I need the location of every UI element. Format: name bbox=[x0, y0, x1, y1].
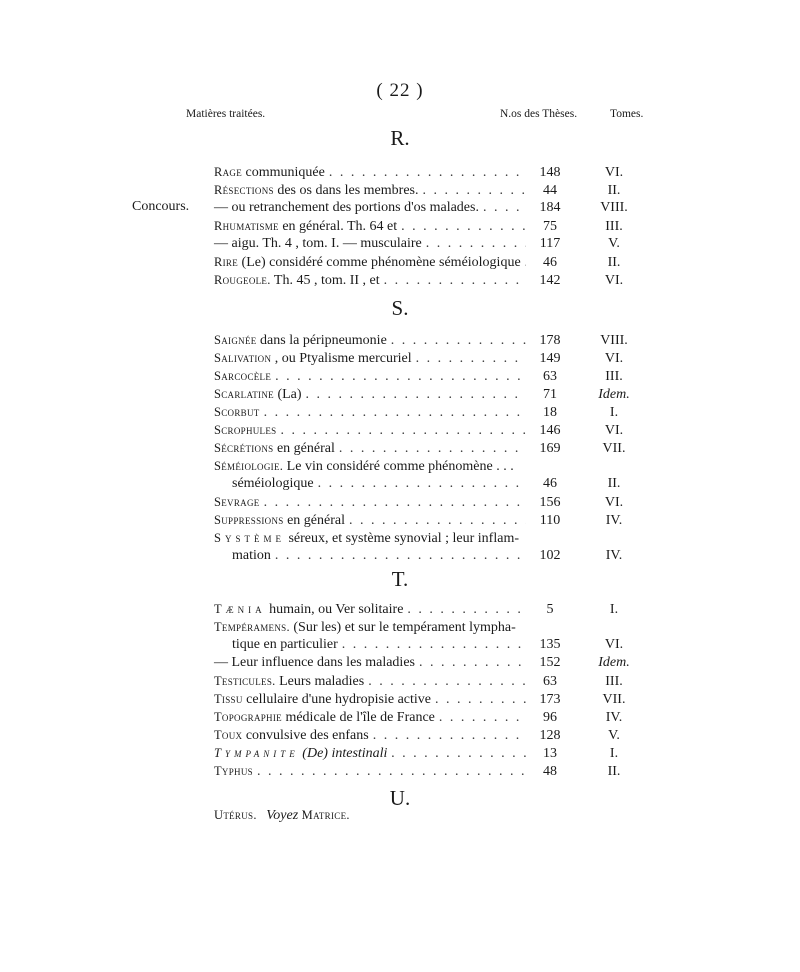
entry-head: Rhumatisme bbox=[214, 219, 279, 233]
thesis-number: 117 bbox=[539, 236, 561, 251]
thesis-number: 96 bbox=[543, 710, 557, 725]
entry-text: (La) bbox=[273, 387, 302, 402]
page-number: ( 22 ) bbox=[376, 80, 424, 101]
tome-number: II. bbox=[607, 764, 621, 779]
leader-dots bbox=[280, 422, 526, 440]
entry-head: Scrophules bbox=[214, 423, 277, 437]
leader-dots bbox=[423, 182, 527, 200]
leader-dots bbox=[435, 691, 526, 709]
entry-head: Scorbut bbox=[214, 405, 260, 419]
column-header-theses: N.os des Thèses. bbox=[500, 108, 578, 120]
entry-text: en général. Th. 64 et bbox=[278, 219, 398, 234]
thesis-number: 178 bbox=[539, 333, 561, 348]
entry-continuation: tique en particulier bbox=[232, 637, 338, 652]
index-entry-rhumatisme bbox=[214, 217, 658, 235]
leader-dots bbox=[329, 164, 526, 182]
tome-number: Idem. bbox=[598, 387, 630, 402]
tome-number: VIII. bbox=[600, 200, 628, 215]
tome-number: VI. bbox=[604, 495, 624, 510]
thesis-number: 18 bbox=[543, 405, 557, 420]
entry-continuation: séméiologique bbox=[232, 476, 314, 491]
leader-dots bbox=[342, 636, 526, 654]
index-entry-sarcocele bbox=[214, 367, 658, 385]
tome-number: I. bbox=[609, 602, 619, 617]
thesis-number: 71 bbox=[543, 387, 557, 402]
tome-number: VI. bbox=[604, 351, 624, 366]
leader-dots bbox=[257, 763, 526, 781]
entry-head: Topographie bbox=[214, 710, 282, 724]
entry-text: convulsive des enfans bbox=[242, 728, 369, 743]
entry-head: Sevrage bbox=[214, 495, 260, 509]
tome-number: VI. bbox=[604, 637, 624, 652]
entry-text: des os dans les membres. bbox=[273, 183, 419, 198]
entry-text: en général bbox=[273, 441, 335, 456]
index-entry-scrophules bbox=[214, 421, 658, 439]
thesis-number: 46 bbox=[543, 255, 557, 270]
tome-number: IV. bbox=[605, 513, 623, 528]
entry-text: Leurs maladies bbox=[275, 674, 365, 689]
entry-text: , ou Ptyalisme mercuriel bbox=[271, 351, 412, 366]
thesis-number: 149 bbox=[539, 351, 561, 366]
index-entry-suppressions bbox=[214, 511, 658, 529]
entry-head: Salivation bbox=[214, 351, 272, 365]
entry-text: humain, ou Ver solitaire bbox=[265, 602, 404, 617]
leader-dots bbox=[439, 709, 526, 727]
entry-head: Tempéramens. bbox=[214, 620, 290, 634]
leader-dots bbox=[416, 350, 526, 368]
thesis-number: 46 bbox=[543, 476, 557, 491]
index-entry-taenia bbox=[214, 600, 658, 618]
entry-head: Système bbox=[214, 531, 285, 545]
entry-text: Th. 45 , tom. II , et bbox=[270, 273, 380, 288]
index-entry-uterus bbox=[214, 808, 350, 824]
entry-text: — Leur influence dans les maladies bbox=[214, 655, 415, 670]
entry-text: (Sur les) et sur le tempérament lympha- bbox=[289, 620, 516, 635]
tome-number: III. bbox=[605, 369, 623, 384]
thesis-number: 146 bbox=[539, 423, 561, 438]
thesis-number: 63 bbox=[543, 369, 557, 384]
thesis-number: 5 bbox=[546, 602, 554, 617]
index-entry-retranchement bbox=[214, 199, 658, 217]
thesis-number: 142 bbox=[539, 273, 561, 288]
tome-number: VI. bbox=[604, 273, 624, 288]
entry-head: Utérus. bbox=[214, 808, 257, 822]
thesis-number: 128 bbox=[539, 728, 561, 743]
thesis-number: 102 bbox=[539, 548, 561, 563]
entry-head: Sarcocèle bbox=[214, 369, 272, 383]
entry-text: (De) intestinali bbox=[298, 746, 388, 761]
entry-head: Tympanite bbox=[214, 746, 299, 760]
entry-head: Toux bbox=[214, 728, 243, 742]
entry-head: Saignée bbox=[214, 333, 257, 347]
thesis-number: 148 bbox=[539, 165, 561, 180]
entry-head: Sécrétions bbox=[214, 441, 274, 455]
tome-number: VII. bbox=[602, 692, 626, 707]
section-letter-r: R. bbox=[390, 126, 410, 150]
index-entry-influence bbox=[214, 654, 658, 672]
entry-text: Le vin considéré comme phénomène . . . bbox=[283, 459, 514, 474]
leader-dots bbox=[419, 654, 526, 672]
leader-dots bbox=[391, 745, 526, 763]
column-header-tomes: Tomes. bbox=[610, 108, 644, 120]
entry-text: dans la péripneumonie bbox=[256, 333, 387, 348]
index-entry-secretions bbox=[214, 439, 658, 457]
thesis-number: 184 bbox=[539, 200, 561, 215]
entry-head: Tissu bbox=[214, 692, 243, 706]
entry-head: Tænia bbox=[214, 602, 266, 616]
thesis-number: 156 bbox=[539, 495, 561, 510]
leader-dots bbox=[339, 440, 526, 458]
leader-dots bbox=[525, 254, 526, 272]
thesis-number: 13 bbox=[543, 746, 557, 761]
thesis-number: 63 bbox=[543, 674, 557, 689]
tome-number: Idem. bbox=[598, 655, 630, 670]
column-header-matieres: Matières traitées. bbox=[186, 108, 266, 120]
leader-dots bbox=[407, 601, 526, 619]
cross-reference-target: Matrice. bbox=[301, 808, 350, 822]
tome-number: VI. bbox=[604, 423, 624, 438]
tome-number: VII. bbox=[602, 441, 626, 456]
index-entry-rougeole bbox=[214, 271, 658, 289]
margin-note-concours: Concours. bbox=[132, 199, 190, 214]
leader-dots bbox=[275, 368, 526, 386]
entry-head: Typhus bbox=[214, 764, 253, 778]
thesis-number: 173 bbox=[539, 692, 561, 707]
leader-dots bbox=[373, 727, 526, 745]
entry-head: Suppressions bbox=[214, 513, 284, 527]
entry-text: cellulaire d'une hydropisie active bbox=[242, 692, 431, 707]
index-entry-toux bbox=[214, 726, 658, 744]
entry-text: communiquée bbox=[242, 165, 325, 180]
leader-dots bbox=[368, 673, 526, 691]
leader-dots bbox=[264, 494, 526, 512]
section-letter-u: U. bbox=[389, 786, 411, 810]
index-entry-saignee bbox=[214, 331, 658, 349]
index-entry-sevrage bbox=[214, 493, 658, 511]
leader-dots bbox=[384, 272, 526, 290]
tome-number: VIII. bbox=[600, 333, 628, 348]
index-entry-semeiologie bbox=[214, 457, 658, 493]
leader-dots bbox=[306, 386, 526, 404]
leader-dots bbox=[391, 332, 526, 350]
index-entry-systeme bbox=[214, 529, 658, 565]
tome-number: V. bbox=[608, 236, 620, 251]
see-reference: Voyez bbox=[266, 808, 299, 823]
tome-number: II. bbox=[607, 255, 621, 270]
tome-number: III. bbox=[605, 674, 623, 689]
index-entry-temperamens bbox=[214, 618, 658, 654]
tome-number: I. bbox=[609, 405, 619, 420]
entry-text: en général bbox=[283, 513, 345, 528]
index-entry-resections bbox=[214, 181, 658, 199]
entry-text: — ou retranchement des portions d'os malades. bbox=[214, 200, 479, 215]
leader-dots bbox=[264, 404, 526, 422]
tome-number: II. bbox=[607, 183, 621, 198]
index-entry-rhumatisme-aigu bbox=[214, 235, 658, 253]
tome-number: V. bbox=[608, 728, 620, 743]
tome-number: VI. bbox=[604, 165, 624, 180]
entry-head: Rage bbox=[214, 165, 243, 179]
index-entry-tympanite bbox=[214, 744, 658, 762]
leader-dots bbox=[401, 218, 526, 236]
entry-text: (Le) considéré comme phénomène séméiologique bbox=[238, 255, 521, 270]
entry-head: Rire bbox=[214, 255, 239, 269]
tome-number: II. bbox=[607, 476, 621, 491]
entry-head: Séméiologie. bbox=[214, 459, 284, 473]
entry-text: — aigu. Th. 4 , tom. I. — musculaire bbox=[214, 236, 422, 251]
leader-dots bbox=[426, 235, 526, 253]
tome-number: IV. bbox=[605, 548, 623, 563]
tome-number: III. bbox=[605, 219, 623, 234]
entry-continuation: mation bbox=[232, 548, 271, 563]
index-entry-topographie bbox=[214, 708, 658, 726]
tome-number: I. bbox=[609, 746, 619, 761]
index-entry-salivation bbox=[214, 349, 658, 367]
entry-text: séreux, et système synovial ; leur inflam- bbox=[284, 531, 520, 546]
index-entry-scarlatine bbox=[214, 385, 658, 403]
entry-head: Testicules. bbox=[214, 674, 276, 688]
leader-dots bbox=[349, 512, 526, 530]
index-entry-rire bbox=[214, 253, 658, 271]
thesis-number: 44 bbox=[543, 183, 557, 198]
thesis-number: 48 bbox=[543, 764, 557, 779]
entry-text: médicale de l'île de France bbox=[281, 710, 435, 725]
index-entry-testicules bbox=[214, 672, 658, 690]
thesis-number: 169 bbox=[539, 441, 561, 456]
entry-head: Rougeole. bbox=[214, 273, 271, 287]
index-entry-rage bbox=[214, 163, 658, 181]
thesis-number: 110 bbox=[539, 513, 561, 528]
index-entry-scorbut bbox=[214, 403, 658, 421]
leader-dots bbox=[483, 199, 526, 217]
thesis-number: 75 bbox=[543, 219, 557, 234]
entry-head: Scarlatine bbox=[214, 387, 274, 401]
thesis-number: 135 bbox=[539, 637, 561, 652]
index-entry-typhus bbox=[214, 762, 658, 780]
section-letter-t: T. bbox=[391, 567, 409, 591]
leader-dots bbox=[275, 547, 526, 565]
index-entry-tissu bbox=[214, 690, 658, 708]
thesis-number: 152 bbox=[539, 655, 561, 670]
entry-head: Résections bbox=[214, 183, 274, 197]
tome-number: IV. bbox=[605, 710, 623, 725]
section-letter-s: S. bbox=[391, 296, 409, 320]
leader-dots bbox=[318, 475, 526, 493]
